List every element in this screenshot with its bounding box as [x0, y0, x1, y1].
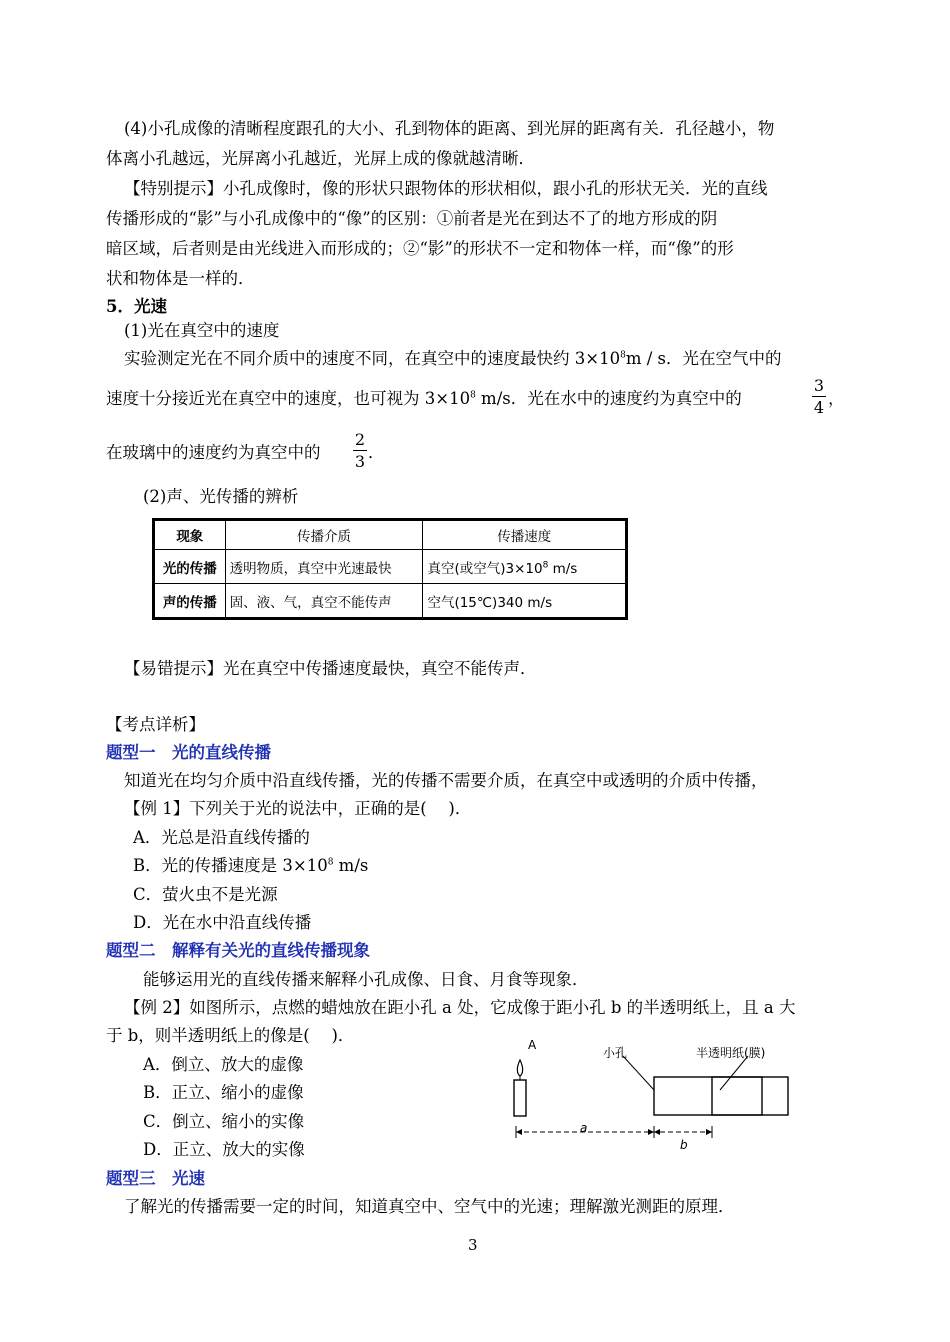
subheading-vacuum-speed: (1)光在真空中的速度 [124, 321, 280, 340]
example-1-question: 【例 1】下列关于光的说法中，正确的是( )． [124, 799, 472, 818]
table-cell-speed: 空气(15℃)340 m/s [423, 584, 626, 618]
candle-flame-icon [517, 1060, 522, 1076]
example-1-option-d: D．光在水中沿直线传播 [133, 913, 312, 932]
special-tip-line4: 状和物体是一样的． [106, 269, 255, 288]
table-row [155, 550, 626, 584]
arrow-b-left [654, 1129, 660, 1135]
hole-pointer-line [623, 1056, 654, 1090]
page-number: 3 [468, 1236, 478, 1254]
arrow-a-right [648, 1129, 654, 1135]
arrow-b-right [706, 1129, 712, 1135]
special-tip-line2: 传播形成的“影”与小孔成像中的“像”的区别：①前者是光在到达不了的地方形成的阴 [106, 209, 718, 228]
screen-pointer-line [720, 1056, 748, 1090]
table-header-phenomenon: 现象 [155, 521, 226, 550]
example-2-option-d: D．正立、放大的实像 [143, 1140, 305, 1159]
subheading-sound-light-comparison: (2)声、光传播的辨析 [143, 487, 299, 506]
candle-body [514, 1080, 526, 1116]
label-translucent-paper: 半透明纸(膜) [696, 1046, 766, 1060]
translucent-screen [712, 1077, 762, 1115]
label-pinhole: 小孔 [603, 1046, 628, 1060]
label-distance-a: a [580, 1121, 588, 1135]
question-type-1-heading: 题型一 光的直线传播 [106, 743, 271, 762]
question-type-2-description: 能够运用光的直线传播来解释小孔成像、日食、月食等现象． [143, 970, 589, 989]
example-1-option-c: C．萤火虫不是光源 [133, 885, 278, 904]
error-prone-tip: 【易错提示】光在真空中传播速度最快，真空不能传声． [124, 659, 537, 678]
fraction-three-quarters: 3 4 [813, 376, 825, 417]
example-2-question-line1: 【例 2】如图所示，点燃的蜡烛放在距小孔 a 处，它成像于距小孔 b 的半透明纸上，且 a 大 [124, 998, 796, 1017]
light-speed-text-line1: 实验测定光在不同介质中的速度不同，在真空中的速度最快约 $3\times 10^8m / s$．光在空气中的 [124, 349, 782, 368]
comparison-table [152, 518, 628, 620]
pinhole-diagram-svg [508, 1038, 838, 1153]
question-type-1-description: 知道光在均匀介质中沿直线传播，光的传播不需要介质，在真空中或透明的介质中传播， [124, 771, 768, 790]
table-cell-medium: 固、液、气，真空不能传声 [225, 584, 423, 618]
table-cell-speed: 真空(或空气)$3\times 10^8$ m/s [423, 550, 626, 584]
comma: ， [828, 389, 845, 408]
light-speed-text-line2: 速度十分接近光在真空中的速度，也可视为 $3\times 10^8$ m/s．光在水中的速度约为真空中的 [106, 389, 742, 408]
paragraph-pinhole-clarity-line1: (4)小孔成像的清晰程度跟孔的大小、孔到物体的距离、到光屏的距离有关．孔径越小，物 [124, 119, 775, 138]
period: ． [368, 443, 385, 462]
question-type-3-heading: 题型三 光速 [106, 1169, 205, 1188]
example-1-option-a: A．光总是沿直线传播的 [133, 828, 310, 847]
question-type-3-description: 了解光的传播需要一定的时间，知道真空中、空气中的光速；理解激光测距的原理． [124, 1197, 735, 1216]
special-tip-line1: 【特别提示】小孔成像时，像的形状只跟物体的形状相似，跟小孔的形状无关．光的直线 [124, 179, 768, 198]
pinhole-diagram [508, 1038, 838, 1153]
pinhole-box [654, 1077, 788, 1115]
arrow-a-left [516, 1129, 522, 1135]
example-2-option-b: B．正立、缩小的虚像 [143, 1083, 304, 1102]
light-speed-text-line3: 在玻璃中的速度约为真空中的 [106, 443, 321, 462]
table-header-medium: 传播介质 [225, 521, 423, 550]
table-cell-medium: 透明物质，真空中光速最快 [225, 550, 423, 584]
label-point-a: A [528, 1038, 537, 1052]
example-1-option-b: B．光的传播速度是 $3\times 10^8$ m/s [133, 856, 369, 875]
example-2-option-a: A．倒立、放大的虚像 [143, 1055, 304, 1074]
special-tip-line3: 暗区域，后者则是由光线进入而形成的；②“影”的形状不一定和物体一样，而“像”的形 [106, 239, 734, 258]
table-cell-name: 声的传播 [155, 584, 226, 618]
example-2-question-line2: 于 b，则半透明纸上的像是( )． [106, 1026, 355, 1045]
paragraph-pinhole-clarity-line2: 体离小孔越远，光屏离小孔越近，光屏上成的像就越清晰． [106, 149, 535, 168]
label-distance-b: b [680, 1138, 688, 1152]
question-type-2-heading: 题型二 解释有关光的直线传播现象 [106, 941, 370, 960]
section-heading-light-speed: 5．光速 [106, 297, 167, 316]
exam-points-heading: 【考点详析】 [106, 715, 205, 734]
example-2-option-c: C．倒立、缩小的实像 [143, 1112, 305, 1131]
fraction-two-thirds: 2 3 [354, 430, 366, 471]
table-header-speed: 传播速度 [423, 521, 626, 550]
table-row [155, 584, 626, 618]
table-cell-name: 光的传播 [155, 550, 226, 584]
